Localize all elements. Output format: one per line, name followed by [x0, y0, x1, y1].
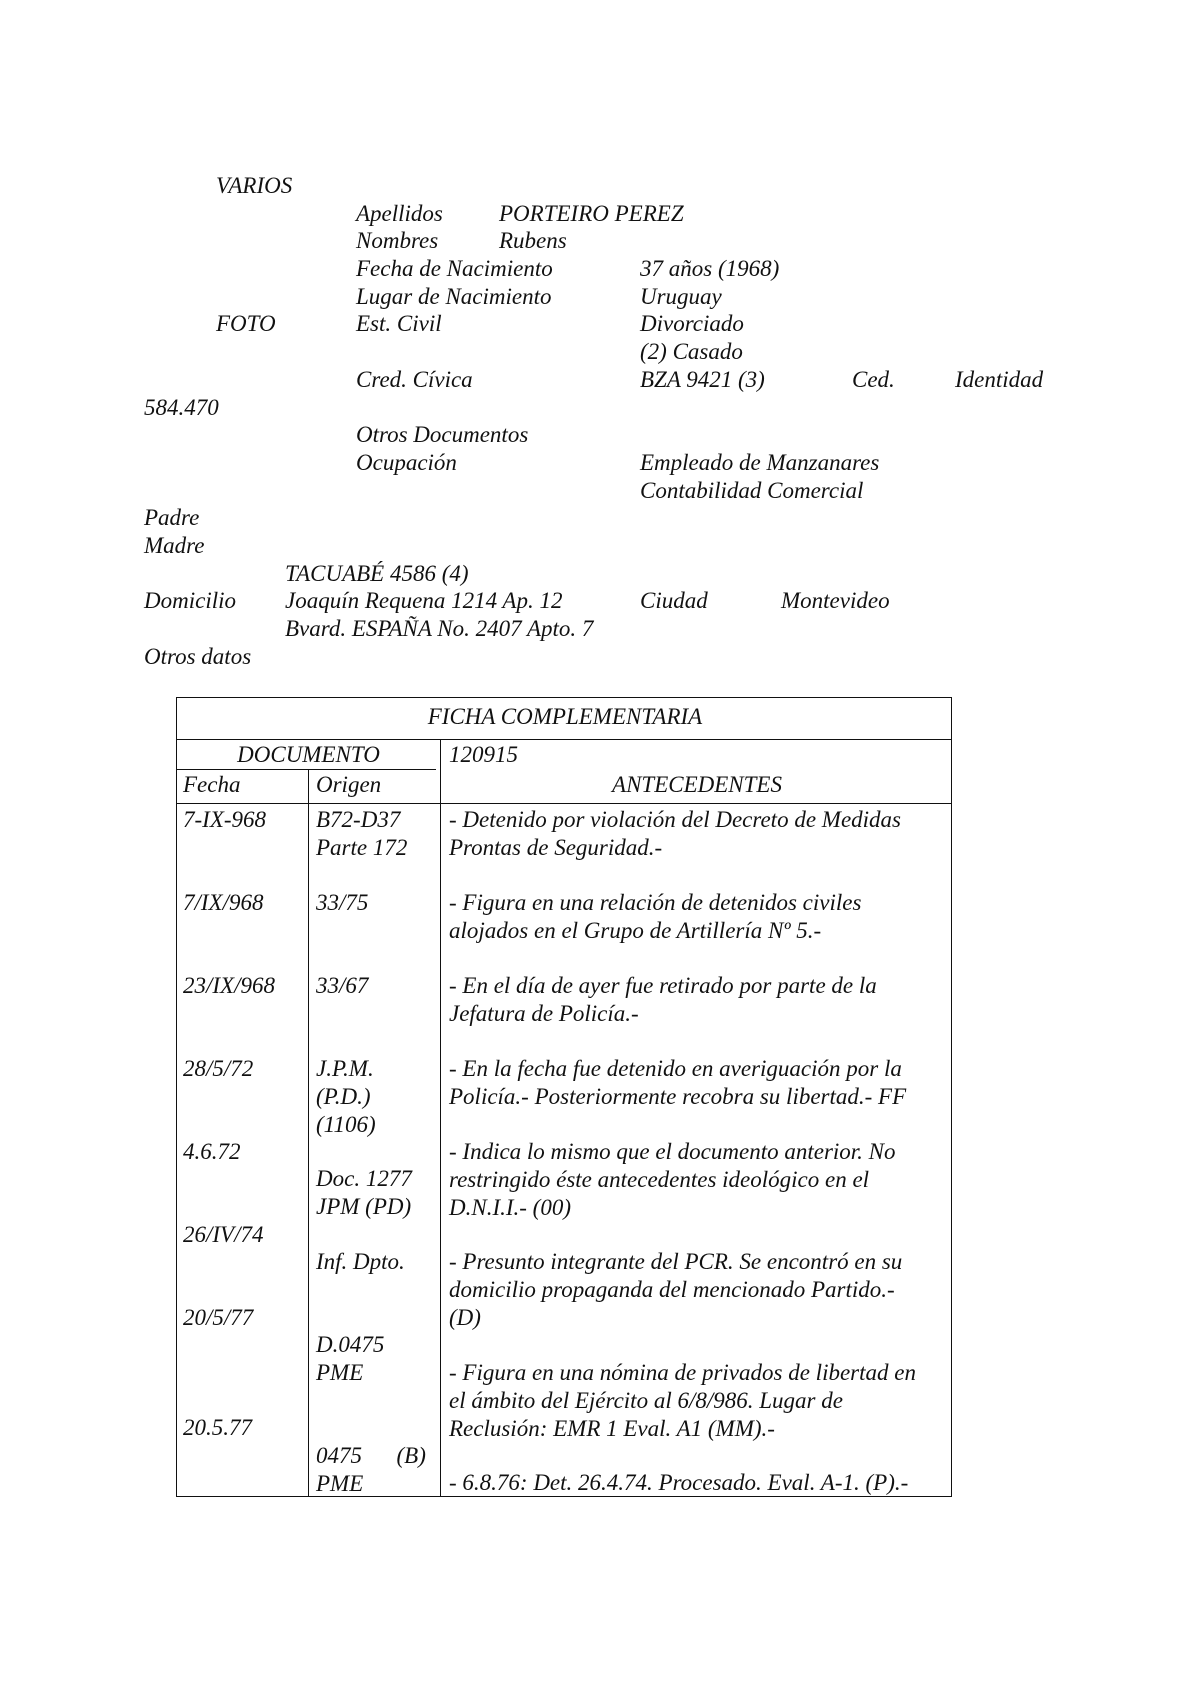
ciudad-value: Montevideo — [781, 588, 890, 613]
table-rule-1 — [177, 739, 951, 740]
row-3-origen: 33/67 — [316, 973, 369, 998]
row-8-origen: 0475 (B) PME — [316, 1443, 426, 1496]
table-divider-origen — [308, 769, 309, 1496]
ocupacion-value-1: Empleado de Manzanares — [640, 450, 880, 475]
domicilio-line-2: Joaquín Requena 1214 Ap. 12 — [285, 588, 563, 613]
row-6-origen: Inf. Dpto. — [316, 1249, 405, 1274]
padre-label: Padre — [144, 505, 200, 530]
documento-label: DOCUMENTO — [237, 742, 380, 767]
row-4-antecedente: - En la fecha fue detenido en averiguación por la Policía.- Posteriormente recobra su libertad.- FF — [449, 1056, 907, 1109]
est-civil-value-2: (2) Casado — [640, 339, 743, 364]
row-1-antecedente: - Detenido por violación del Decreto de Medidas Prontas de Seguridad.- — [449, 807, 901, 860]
ficha-title: FICHA COMPLEMENTARIA — [427, 704, 703, 729]
madre-label: Madre — [144, 533, 205, 558]
row-8-antecedente: - 6.8.76: Det. 26.4.74. Procesado. Eval. A-1. (P).- — [449, 1470, 909, 1495]
fecha-nacimiento-label: Fecha de Nacimiento — [356, 256, 553, 281]
row-8-fecha: 20.5.77 — [183, 1415, 252, 1440]
lugar-nacimiento-value: Uruguay — [640, 284, 722, 309]
row-2-origen: 33/75 — [316, 890, 369, 915]
lugar-nacimiento-label: Lugar de Nacimiento — [356, 284, 552, 309]
row-5-fecha: 4.6.72 — [183, 1139, 241, 1164]
cred-civica-value: BZA 9421 (3) — [640, 367, 765, 392]
row-4-origen: J.P.M. (P.D.) (1106) — [316, 1056, 376, 1137]
ocupacion-label: Ocupación — [356, 450, 457, 475]
row-2-fecha: 7/IX/968 — [183, 890, 264, 915]
row-6-antecedente: - Presunto integrante del PCR. Se encontró en su domicilio propaganda del mencionado Partido.- (D) — [449, 1249, 903, 1330]
otros-documentos-label: Otros Documentos — [356, 422, 529, 447]
table-divider-antecedentes — [440, 739, 441, 1496]
row-2-antecedente: - Figura en una relación de detenidos civiles alojados en el Grupo de Artillería Nº 5.- — [449, 890, 862, 943]
nombres-value: Rubens — [499, 228, 567, 253]
identidad-value: 584.470 — [144, 395, 219, 420]
apellidos-label: Apellidos — [356, 201, 443, 226]
ocupacion-value-2: Contabilidad Comercial — [640, 478, 864, 503]
documento-number: 120915 — [449, 742, 518, 767]
ced-label: Ced. — [852, 367, 895, 392]
column-fecha: Fecha — [183, 772, 241, 797]
domicilio-line-3: Bvard. ESPAÑA No. 2407 Apto. 7 — [285, 616, 594, 641]
row-4-fecha: 28/5/72 — [183, 1056, 254, 1081]
est-civil-label: Est. Civil — [356, 311, 442, 336]
section-label: VARIOS — [216, 173, 293, 198]
domicilio-label: Domicilio — [144, 588, 236, 613]
row-3-fecha: 23/IX/968 — [183, 973, 275, 998]
column-antecedentes: ANTECEDENTES — [612, 772, 782, 797]
fecha-nacimiento-value: 37 años (1968) — [640, 256, 780, 281]
row-7-origen: D.0475 PME — [316, 1332, 385, 1385]
row-1-origen: B72-D37 Parte 172 — [316, 807, 408, 860]
row-6-fecha: 26/IV/74 — [183, 1222, 264, 1247]
est-civil-value: Divorciado — [640, 311, 744, 336]
row-5-antecedente: - Indica lo mismo que el documento anterior. No restringido éste antecedentes ideológico en el D.N.I.I.- (00) — [449, 1139, 896, 1220]
ficha-complementaria-table — [176, 697, 952, 1497]
table-rule-2 — [177, 803, 951, 804]
table-rule-3 — [177, 769, 436, 770]
domicilio-line-1: TACUABÉ 4586 (4) — [285, 561, 469, 586]
ciudad-label: Ciudad — [640, 588, 708, 613]
cred-civica-label: Cred. Cívica — [356, 367, 473, 392]
row-3-antecedente: - En el día de ayer fue retirado por parte de la Jefatura de Policía.- — [449, 973, 877, 1026]
row-7-antecedente: - Figura en una nómina de privados de libertad en el ámbito del Ejército al 6/8/986. Lugar de Reclusión: EMR 1 Eval. A1 (MM).- — [449, 1360, 916, 1441]
apellidos-value: PORTEIRO PEREZ — [499, 201, 684, 226]
identidad-label: Identidad — [955, 367, 1044, 392]
row-1-fecha: 7-IX-968 — [183, 807, 267, 832]
row-5-origen: Doc. 1277 JPM (PD) — [316, 1166, 412, 1219]
otros-datos-label: Otros datos — [144, 644, 252, 669]
nombres-label: Nombres — [356, 228, 439, 253]
column-origen: Origen — [316, 772, 382, 797]
photo-label: FOTO — [216, 311, 276, 336]
row-7-fecha: 20/5/77 — [183, 1305, 254, 1330]
